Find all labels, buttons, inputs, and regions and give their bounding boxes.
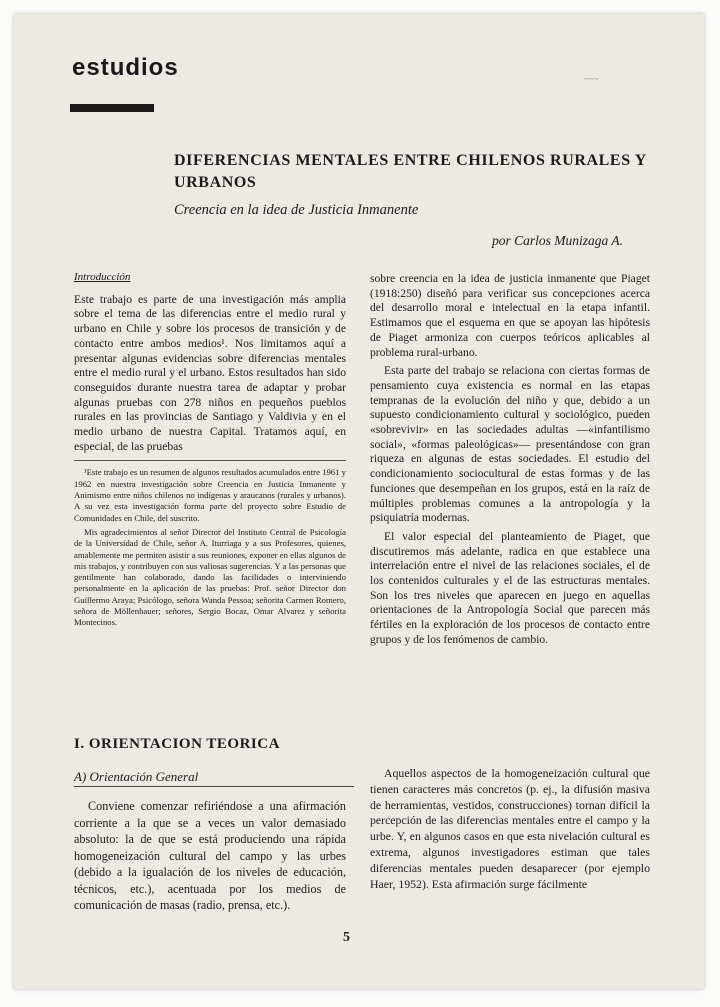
footnote-2: Mis agradecimientos al señor Director del Instituto Central de Psicología de la Universidad de Chile, señor A. Iturriaga y a sus Profesores, quienes, amablemente me permiten asistir a sus reuniones, exponer en ellas algunos de mis trabajos, y contribuyen con sus valiosas sugerencias. Y a las personas que gentilmente han colaborado, dando las facilidades o interviniendo personalmente en la aplicación de las pruebas: Prof. señor Director don Guillermo Araya; Psicólogo, señora Wanda Pessoa; señorita Carmen Romero, señora de Möllenhauer; señores, Sergio Bocaz, Omar Alvarez y señorita Montecinos. [74, 526, 346, 628]
right-column-bottom [370, 766, 650, 896]
section-rule [70, 104, 154, 112]
right-column-top [370, 272, 650, 652]
intro-paragraph: Este trabajo es parte de una investigación más amplia sobre el tema de las diferencias entre el medio rural y urbano en Chile y sobre los procesos de transición y de contacto entre ambos medios¹. Nos limitamos aquí a presentar algunas evidencias sobre diferencias mentales entre el medio rural y el urbano. Estos resultados han sido conseguidos durante nuestra tarea de adaptar y probar algunas pruebas con 278 niños en pequeños pueblos rurales en las provincias de Santiago y Valdivia y en el medio urbano de nuestra Capital. Tratamos aquí, en especial, de las pruebas [74, 292, 346, 453]
section-right-paragraph: Aquellos aspectos de la homogeneización cultural que tienen caracteres más concretos (p. ej., la difusión masiva de herramientas, vestidos, construcciones) tornan difícil la percepción de las diferencias mentales entre el campo y la urbe. Y, en algunos casos en que esta nivelación cultural es extrema, algunos investigadores estiman que tales diferencias mentales pueden desaparecer (por ejemplo Haer, 1952). Esta afirmación surge fácilmente [370, 766, 650, 891]
right-paragraph-2: Esta parte del trabajo se relaciona con ciertas formas de pensamiento cuya existencia es normal en las etapas tempranas de la evolución del niño y que, debido a un supuesto condicionamiento cultural y sociológico, pueden «sobrevivir» en las sociedades adultas —«infantilismo social», «formas paleológicas»— presentándose con gran riqueza en algunas de estas sociedades. El estudio del condicionamiento sociocultural de estas formas y de las funciones que desempeñan en los grupos, está en la raíz de múltiples problemas comunes a la antropología y la psiquiatría modernas. [370, 364, 650, 525]
subsection-rule [74, 786, 354, 787]
title-block [174, 150, 694, 219]
article-byline: por Carlos Munizaga A. [492, 233, 624, 248]
document-page [14, 14, 704, 989]
article-title: DIFERENCIAS MENTALES ENTRE CHILENOS RURALES Y URBANOS [174, 152, 647, 191]
article-subtitle: Creencia en la idea de Justicia Inmanente [174, 202, 419, 218]
right-paragraph-1: sobre creencia en la idea de justicia inmanente que Piaget (1918:250) diseñó para verificar sus concepciones acerca del desarrollo moral e intelectual en la etapa infantil. Estimamos que el esquema en que se apoyan las hipótesis de Piaget armoniza con cuerpos teóricos aplicables al problema rural-urbano. [370, 272, 650, 359]
subsection-heading: A) Orientación General [74, 769, 199, 784]
section-heading: I. ORIENTACION TEORICA [74, 736, 280, 752]
stray-mark: ~~~ [584, 74, 599, 84]
page-number: 5 [343, 930, 350, 945]
section-label: estudios [72, 54, 179, 81]
left-column-top [74, 270, 346, 632]
footnote-divider [74, 460, 346, 461]
right-paragraph-3: El valor especial del planteamiento de Piaget, que discutiremos más adelante, radica en que establece una interrelación entre el nivel de las relaciones sociales, el de los contenidos culturales y el de las estructuras mentales. Son los tres niveles que aparecen en juego en aquellas orientaciones de la Antropología Social que parecen más fértiles en la exploración de los procesos de contacto entre grupos y de los fenómenos de cambio. [370, 529, 650, 646]
footnotes [74, 467, 346, 628]
section-left-paragraph: Conviene comenzar refiriéndose a una afirmación corriente a la que se a veces un valor demasiado absoluto: la de que se está produciendo una rápida homogeneización cultural del campo y las urbes (debido a la igualación de los niveles de educación, técnicos, etc.), acentuada por los medios de comunicación de masas (radio, prensa, etc.). [74, 799, 346, 912]
footnote-1: ¹Este trabajo es un resumen de algunos resultados acumulados entre 1961 y 1962 en nuestra investigación sobre Creencia en Justicia Inmanente y Animismo entre niños chilenos no indígenas y araucanos (rurales y urbanos). A su vez esta investigación forma parte del proyecto sobre Estudio de Comunidades en Chile, del suscrito. [74, 467, 346, 523]
intro-heading: Introducción [74, 271, 131, 283]
left-column-bottom [74, 798, 346, 918]
